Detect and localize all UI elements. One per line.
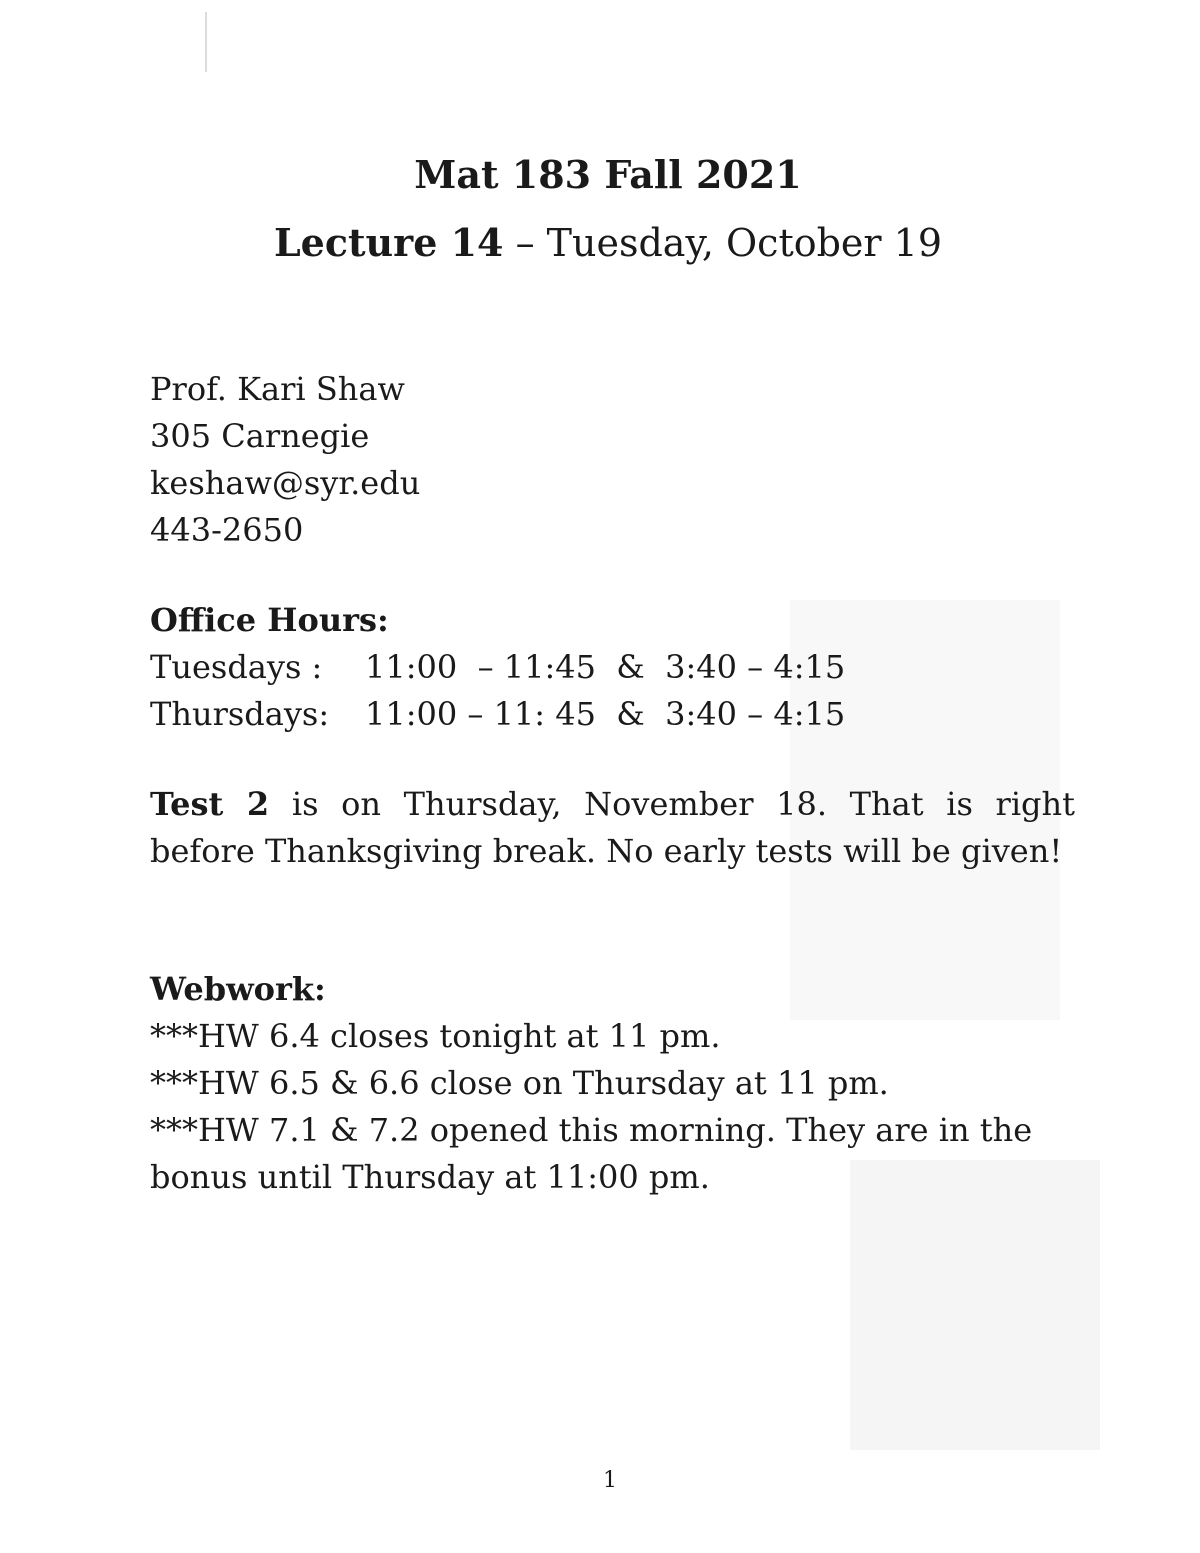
office-hours-times: 11:00 – 11:45 & 3:40 – 4:15 xyxy=(365,648,846,686)
page-number: 1 xyxy=(603,1468,617,1493)
professor-name: Prof. Kari Shaw xyxy=(150,370,405,408)
test-announcement xyxy=(150,781,1075,875)
webwork-heading: Webwork: xyxy=(150,970,326,1008)
bleed-through-table xyxy=(850,1160,1100,1450)
lecture-subtitle xyxy=(0,220,1200,265)
test-text: is on Thursday, November 18. That is right before Thanksgiving break. No early tests will be given! xyxy=(150,785,1076,870)
office-hours-heading: Office Hours: xyxy=(150,601,389,639)
lecture-label: Lecture 14 xyxy=(273,220,504,265)
office-hours-row xyxy=(150,644,1075,691)
lecture-date: Tuesday, October 19 xyxy=(546,221,943,265)
scan-mark xyxy=(205,12,207,72)
webwork-item: ***HW 6.5 & 6.6 close on Thursday at 11 pm. xyxy=(150,1064,889,1102)
phone-number: 443-2650 xyxy=(150,511,304,549)
office-hours-day: Thursdays: xyxy=(150,695,330,733)
subtitle-separator: – xyxy=(503,221,547,265)
email-address: keshaw@syr.edu xyxy=(150,464,421,502)
office-hours-row xyxy=(150,691,1075,738)
document-title: Mat 183 Fall 2021 xyxy=(414,152,802,197)
office-location: 305 Carnegie xyxy=(150,417,370,455)
webwork-item: ***HW 7.1 & 7.2 opened this morning. They are in the bonus until Thursday at 11:00 pm. xyxy=(150,1111,1033,1196)
office-hours-day: Tuesdays : xyxy=(150,648,323,686)
webwork-item: ***HW 6.4 closes tonight at 11 pm. xyxy=(150,1017,721,1055)
office-hours-section xyxy=(150,597,1075,738)
contact-info xyxy=(150,366,1075,554)
webwork-section xyxy=(150,966,1075,1201)
office-hours-times: 11:00 – 11: 45 & 3:40 – 4:15 xyxy=(365,695,846,733)
test-label: Test 2 xyxy=(150,785,270,823)
